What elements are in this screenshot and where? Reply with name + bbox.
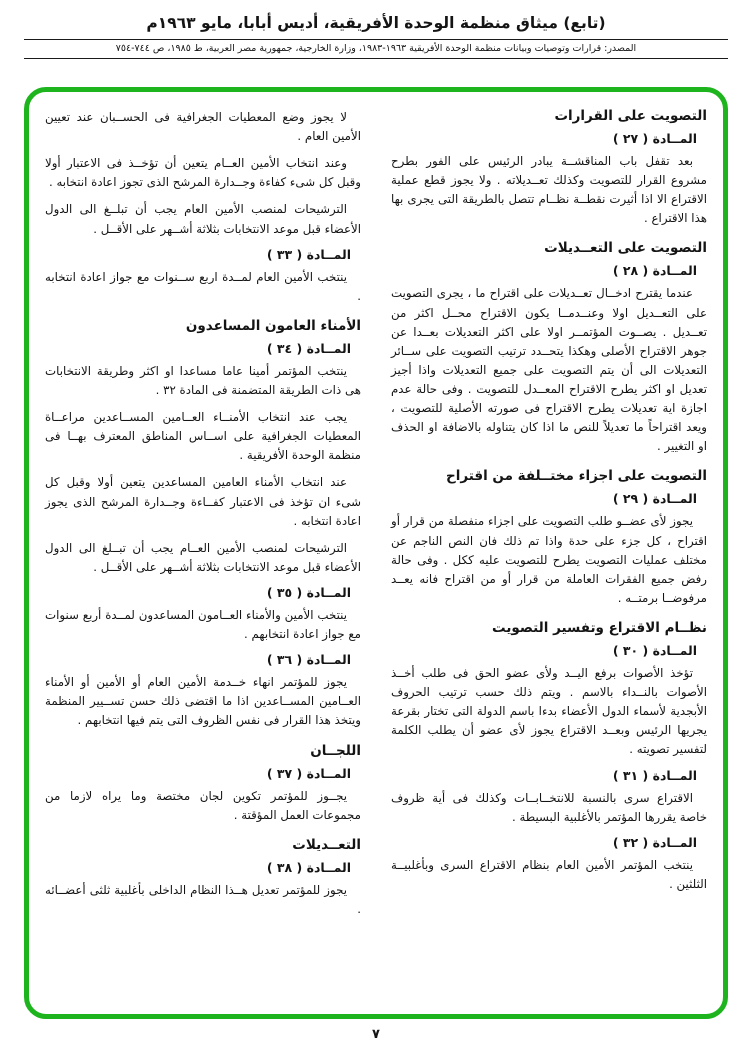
article-number: المــادة ( ٣٧ ) [266,765,351,781]
paragraph: ينتخب الأمين والأمناء العــامون المساعدون لمــدة أربع سنوات مع جواز اعادة انتخابهم . [45,607,361,642]
column-right [391,108,707,1004]
column-left [45,108,361,1004]
header-divider-bottom [24,58,728,59]
section-heading: التصويت على التعــديلات [544,240,707,257]
article-number: المــادة ( ٢٩ ) [612,491,697,507]
content-frame [24,87,728,1019]
section-heading: نظــام الاقتراع وتفسير التصويت [492,619,707,636]
paragraph: يجوز للمؤتمر تعديل هــذا النظام الداخلى بأغلبية ثلثى أعضــائه . [45,882,361,916]
section-heading: التصويت على القرارات [554,108,707,124]
paragraph: يجوز للمؤتمر انهاء خــدمة الأمين العام أو الأمين أو الأمناء العــامين المســاعدين اذا ما اقتضى ذلك حسن تســيير المنظمة ويتخذ هذا القرار فى نفس الظروف التى يتم فيها انتخابهم . [45,675,361,728]
paragraph: يجوز لأى عضــو طلب التصويت على اجزاء منفصلة من قرار أو اقتراح ، كل جزء على حدة واذا تم ذلك فان النص الناجم عن مختلف عمليات التصويت يطرح للتصويت عليه ككل . وفى حالة رفض جميع الفقرات العاملة من قرار أو من اقتراح فانه يعــد مرفوضــا برمتــه . [391,514,707,605]
paragraph: وعند انتخاب الأمين العــام يتعين أن تؤخــذ فى الاعتبار أولا وقبل كل شىء كفاءة وجــدارة المرشح الذى تجوز اعادة انتخابه . [45,156,361,190]
article-number: المــادة ( ٣٥ ) [266,584,351,600]
two-column-layout [45,108,707,1004]
paragraph: يجــوز للمؤتمر تكوين لجان مختصة وما يراه لازما من مجموعات العمل المؤقتة . [45,788,361,822]
paragraph: الترشيحات لمنصب الأمين العــام يجب أن تبــلغ الى الدول الأعضاء قبل موعد الانتخابات بثلاثة أشــهر على الأقــل . [45,540,361,574]
article-number: المــادة ( ٣٠ ) [612,642,697,658]
source-line: المصدر: قرارات وتوصيات وبيانات منظمة الوحدة الأفريقية ١٩٦٣-١٩٨٣، وزارة الخارجية، جمهورية مصر العربية، ط ١٩٨٥، ص ٧٤٤-٧٥٤ [115,43,637,54]
paragraph: الاقتراع سرى بالنسبة للانتخــابــات وكذلك فى أية ظروف خاصة يقررها المؤتمر بالأغلبية البسيطة . [391,790,707,824]
paragraph: يجب عند انتخاب الأمنــاء العــامين المســاعدين مراعــاة المعطيات الجغرافية على اســاس المناطق المعترف بهــا فى منظمة الوحدة الأفريقية . [45,410,361,463]
article-number: المــادة ( ٢٧ ) [612,131,697,146]
paragraph: الترشيحات لمنصب الأمين العام يجب أن تبلــغ الى الدول الأعضاء قبل موعد الانتخابات بثلاثة أشــهر على الأقــل . [45,202,361,236]
paragraph: بعد تقفل باب المناقشــة يبادر الرئيس على الفور بطرح مشروع القرار للتصويت وكذلك تعــديلاته . ولا يجوز قطع عملية الاقتراع الا اذا أثيرت نقطــة نظــام تتصل بالطريقة التى يجرى بها هذا الاقتراع . [391,154,707,226]
section-heading: التصويت على اجزاء مختــلفة من اقتراح [446,468,707,485]
article-number: المــادة ( ٢٨ ) [612,263,697,279]
section-heading: الأمناء العامون المساعدون [185,317,361,334]
paragraph: ينتخب المؤتمر الأمين العام بنظام الاقتراع السرى وبأغلبيــة الثلثين . [391,857,707,891]
paragraph: عندما يقترح ادخــال تعــديلات على اقتراح ما ، يجرى التصويت على التعــديل اولا وعنــدمــا يكون الاقتراح محــل اكثر من تعــديل . يصــوت المؤتمــر اولا على اكثر التعديلات بعــدا عن جوهر الاقتراح الأصلى وهكذا يتحــدد ترتيب التصويت على ســائر التعديلات الى أن يتم التصويت على جميع التعديلات واذا أجيز تعديل او اكثر يطرح الاقتراح المعــدل للتصويت . وفى حالة عدم اجازة اية تعديلات يطرح الاقتراح فى صورته الأصلية للتصويت ، ويعد اقتراحاً ما تعديلاً للنص ما اذا كان يتناوله بالاضافة او الحذف او التغيير . [391,286,707,454]
article-number: المــادة ( ٣٤ ) [266,340,351,356]
article-number: المــادة ( ٣١ ) [612,767,697,783]
article-number: المــادة ( ٣٣ ) [266,246,351,262]
paragraph: تؤخذ الأصوات برفع اليــد ولأى عضو الحق فى طلب أخــذ الأصوات بالنــداء بالاسم . ويتم ذلك حسب ترتيب الحروف الأبجدية لأسماء الدول الأعضاء بدءا باسم الدولة التى تختار بقرعة يجريها الرئيس وبعــد الاقتراع يجوز لأى عضو أن يطلب الكلمة لتفسير تصويته . [391,665,707,757]
article-number: المــادة ( ٣٢ ) [612,834,697,850]
paragraph: ينتخب المؤتمر أمينا عاما مساعدا او اكثر وطريقة الانتخابات هى ذات الطريقة المتضمنة فى المادة ٣٢ . [45,363,361,397]
article-number: المــادة ( ٣٦ ) [266,652,351,668]
paragraph: ينتخب الأمين العام لمــدة اربع ســنوات مع جواز اعادة انتخابه . [45,269,361,303]
page-title: (تابع) ميثاق منظمة الوحدة الأفريقية، أديس أبابا، مايو ١٩٦٣م [146,14,606,32]
section-heading: التعــديلات [292,836,361,853]
paragraph: عند انتخاب الأمناء العامين المساعدين يتعين أولا وقبل كل شىء ان تؤخذ فى الاعتبار كفــاءة وجــدارة المرشح الذى يجوز اعادة انتخابه . [45,475,361,528]
section-heading: اللجــان [310,742,361,759]
page-number: ٧ [372,1027,380,1042]
paragraph: لا يجوز وضع المعطيات الجغرافية فى الحســبان عند تعيين الأمين العام . [45,110,361,144]
article-number: المــادة ( ٣٨ ) [266,859,351,875]
